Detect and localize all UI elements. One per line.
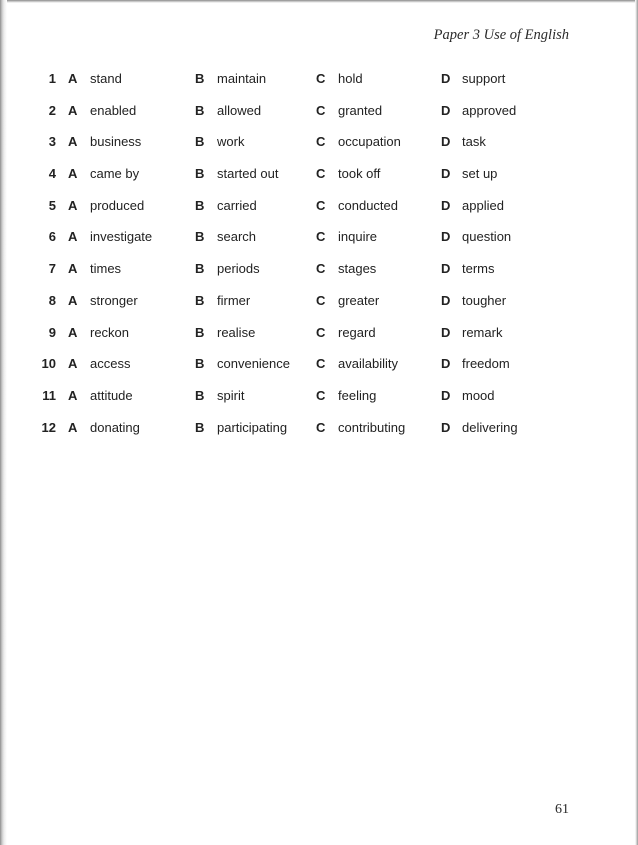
option-letter-b: B xyxy=(195,324,205,340)
question-row xyxy=(0,317,638,349)
option-letter-a: A xyxy=(68,229,78,245)
option-text-b: maintain xyxy=(217,71,267,86)
option-text-b: firmer xyxy=(217,292,251,308)
option-letter-a: A xyxy=(68,324,78,340)
option-text-c: stages xyxy=(338,261,377,277)
option-text-b: realise xyxy=(217,324,256,340)
option-text-c: conducted xyxy=(338,197,398,213)
option-text-c: occupation xyxy=(338,134,401,150)
question-row xyxy=(0,380,638,412)
option-letter-b: B xyxy=(195,102,205,118)
question-row xyxy=(0,126,638,158)
option-text-c: inquire xyxy=(338,229,378,245)
option-text-b: work xyxy=(217,134,245,150)
option-letter-c: C xyxy=(316,387,326,403)
option-letter-d: D xyxy=(441,166,451,182)
option-letter-a: A xyxy=(68,102,78,118)
option-letter-d: D xyxy=(441,356,451,372)
option-letter-a: A xyxy=(68,292,78,308)
option-letter-b: B xyxy=(195,197,205,213)
option-text-d: applied xyxy=(462,197,504,213)
question-row xyxy=(0,190,638,222)
option-text-d: terms xyxy=(462,261,495,277)
option-text-a: donating xyxy=(90,419,140,435)
question-row xyxy=(0,412,638,444)
option-letter-a: A xyxy=(68,134,78,150)
option-text-c: availability xyxy=(338,356,398,372)
option-letter-d: D xyxy=(441,324,451,340)
option-text-b: participating xyxy=(217,419,288,435)
option-text-d: freedom xyxy=(462,356,510,372)
option-letter-d: D xyxy=(441,134,451,150)
question-number: 1 xyxy=(48,71,56,86)
option-letter-d: D xyxy=(441,292,451,308)
option-letter-d: D xyxy=(441,229,451,245)
option-letter-c: C xyxy=(316,419,326,435)
option-text-a: times xyxy=(90,261,122,277)
option-letter-c: C xyxy=(316,197,326,213)
option-text-d: mood xyxy=(462,387,495,403)
question-row xyxy=(0,158,638,190)
option-text-c: granted xyxy=(338,102,383,118)
question-row xyxy=(0,95,638,127)
option-letter-d: D xyxy=(441,71,451,86)
question-number: 10 xyxy=(41,356,56,372)
option-text-a: produced xyxy=(90,197,145,213)
option-letter-d: D xyxy=(441,387,451,403)
question-row xyxy=(0,348,638,380)
option-letter-a: A xyxy=(68,261,78,277)
option-text-d: question xyxy=(462,229,512,245)
option-letter-c: C xyxy=(316,71,326,86)
option-text-b: convenience xyxy=(217,356,290,372)
question-row xyxy=(0,63,638,95)
option-text-a: stand xyxy=(90,71,122,86)
option-text-d: support xyxy=(462,71,506,86)
option-text-a: business xyxy=(90,134,142,150)
option-letter-c: C xyxy=(316,134,326,150)
option-letter-b: B xyxy=(195,134,205,150)
option-text-b: started out xyxy=(217,166,279,182)
option-text-d: set up xyxy=(462,166,498,182)
option-letter-c: C xyxy=(316,292,326,308)
option-text-d: tougher xyxy=(462,292,507,308)
option-text-d: delivering xyxy=(462,419,518,435)
option-text-c: took off xyxy=(338,166,381,182)
option-text-d: task xyxy=(462,134,486,150)
option-letter-a: A xyxy=(68,387,78,403)
option-text-a: investigate xyxy=(90,229,153,245)
option-letter-a: A xyxy=(68,419,78,435)
question-row xyxy=(0,221,638,253)
option-text-a: attitude xyxy=(90,387,133,403)
option-text-b: carried xyxy=(217,197,257,213)
option-text-d: remark xyxy=(462,324,503,340)
option-text-a: access xyxy=(90,356,131,372)
question-number: 7 xyxy=(48,261,56,277)
question-number: 4 xyxy=(48,166,56,182)
option-letter-c: C xyxy=(316,261,326,277)
question-number: 8 xyxy=(48,292,56,308)
page-number: 61 xyxy=(555,802,569,817)
option-letter-d: D xyxy=(441,419,451,435)
option-letter-b: B xyxy=(195,71,205,86)
option-text-a: stronger xyxy=(90,292,138,308)
option-text-b: search xyxy=(217,229,257,245)
option-letter-b: B xyxy=(195,261,205,277)
question-number: 3 xyxy=(48,134,56,150)
option-letter-c: C xyxy=(316,102,326,118)
question-number: 11 xyxy=(42,387,56,403)
option-text-a: reckon xyxy=(90,324,130,340)
option-letter-b: B xyxy=(195,166,205,182)
question-number: 5 xyxy=(48,197,56,213)
option-text-c: hold xyxy=(338,71,363,86)
question-list xyxy=(0,63,638,443)
option-letter-b: B xyxy=(195,356,205,372)
question-row xyxy=(0,253,638,285)
option-text-c: feeling xyxy=(338,387,377,403)
option-letter-c: C xyxy=(316,324,326,340)
question-number: 12 xyxy=(41,419,56,435)
option-text-b: periods xyxy=(217,261,260,277)
question-number: 2 xyxy=(48,102,56,118)
option-letter-a: A xyxy=(68,356,78,372)
option-letter-d: D xyxy=(441,102,451,118)
option-text-b: allowed xyxy=(217,102,262,118)
question-number: 6 xyxy=(48,229,56,245)
option-text-a: came by xyxy=(90,166,140,182)
option-text-b: spirit xyxy=(217,387,245,403)
option-letter-b: B xyxy=(195,292,205,308)
option-text-c: contributing xyxy=(338,419,406,435)
option-letter-c: C xyxy=(316,166,326,182)
option-letter-a: A xyxy=(68,197,78,213)
option-letter-b: B xyxy=(195,229,205,245)
option-text-d: approved xyxy=(462,102,517,118)
question-row xyxy=(0,285,638,317)
option-letter-b: B xyxy=(195,419,205,435)
option-letter-a: A xyxy=(68,71,78,86)
running-head: Paper 3 Use of English xyxy=(433,27,569,43)
option-text-c: greater xyxy=(338,292,380,308)
option-text-a: enabled xyxy=(90,102,137,118)
option-letter-a: A xyxy=(68,166,78,182)
option-letter-b: B xyxy=(195,387,205,403)
option-letter-c: C xyxy=(316,356,326,372)
question-number: 9 xyxy=(48,324,56,340)
option-letter-d: D xyxy=(441,261,451,277)
option-letter-c: C xyxy=(316,229,326,245)
option-letter-d: D xyxy=(441,197,451,213)
scan-edge-top xyxy=(0,0,638,3)
option-text-c: regard xyxy=(338,324,376,340)
